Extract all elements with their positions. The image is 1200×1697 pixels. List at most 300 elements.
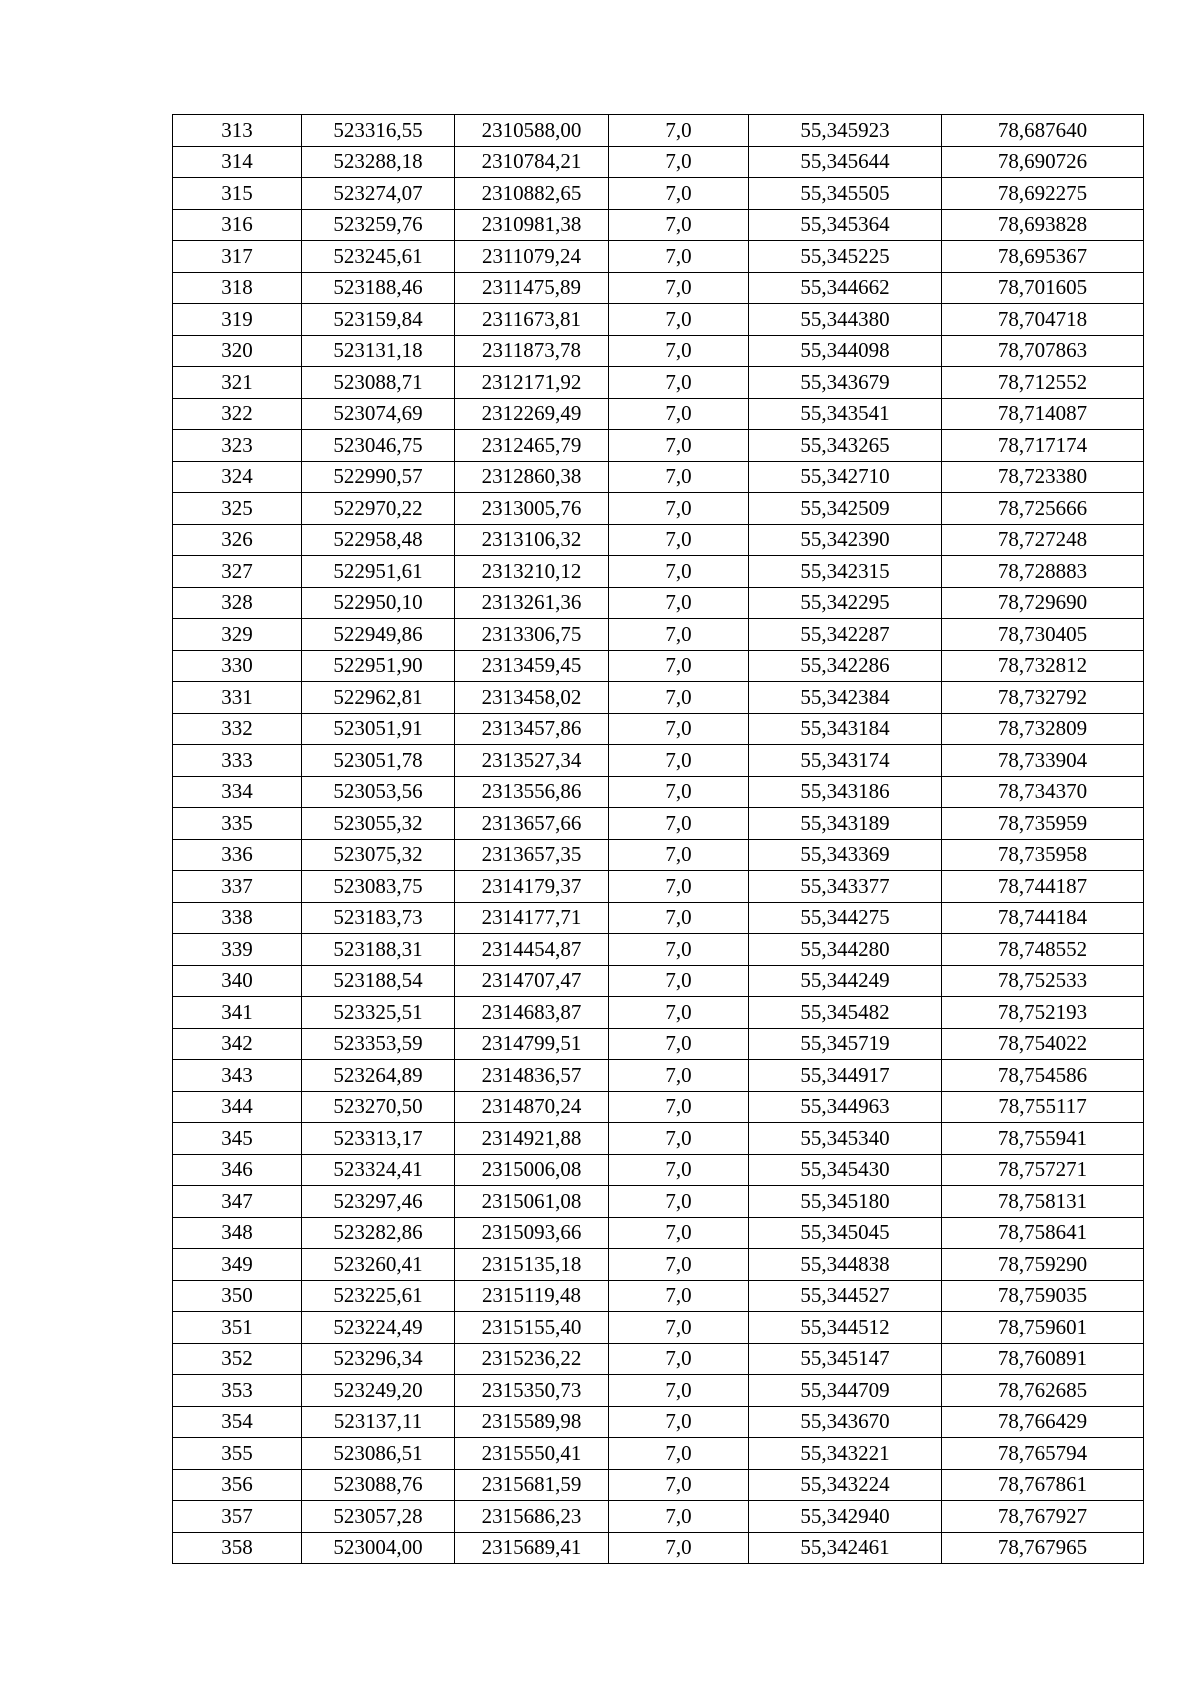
y-coordinate-cell: 2314836,57: [455, 1060, 609, 1092]
y-coordinate-cell: 2315686,23: [455, 1501, 609, 1533]
longitude-cell: 78,734370: [942, 776, 1144, 808]
x-coordinate-cell: 522949,86: [302, 619, 455, 651]
x-coordinate-cell: 523083,75: [302, 871, 455, 903]
point-number-cell: 331: [173, 682, 302, 714]
latitude-cell: 55,345430: [749, 1154, 942, 1186]
table-row: [173, 997, 1144, 1029]
point-number-cell: 316: [173, 209, 302, 241]
latitude-cell: 55,344838: [749, 1249, 942, 1281]
latitude-cell: 55,345340: [749, 1123, 942, 1155]
value-cell: 7,0: [609, 1532, 749, 1564]
y-coordinate-cell: 2313556,86: [455, 776, 609, 808]
x-coordinate-cell: 523188,46: [302, 272, 455, 304]
point-number-cell: 326: [173, 524, 302, 556]
point-number-cell: 352: [173, 1343, 302, 1375]
latitude-cell: 55,343265: [749, 430, 942, 462]
y-coordinate-cell: 2314177,71: [455, 902, 609, 934]
value-cell: 7,0: [609, 839, 749, 871]
x-coordinate-cell: 523296,34: [302, 1343, 455, 1375]
latitude-cell: 55,344380: [749, 304, 942, 336]
y-coordinate-cell: 2310588,00: [455, 115, 609, 147]
point-number-cell: 339: [173, 934, 302, 966]
table-row: [173, 1469, 1144, 1501]
longitude-cell: 78,752533: [942, 965, 1144, 997]
table-row: [173, 524, 1144, 556]
longitude-cell: 78,687640: [942, 115, 1144, 147]
point-number-cell: 353: [173, 1375, 302, 1407]
latitude-cell: 55,344512: [749, 1312, 942, 1344]
x-coordinate-cell: 523051,91: [302, 713, 455, 745]
coordinates-table-body: [173, 115, 1144, 1564]
point-number-cell: 340: [173, 965, 302, 997]
point-number-cell: 314: [173, 146, 302, 178]
value-cell: 7,0: [609, 965, 749, 997]
longitude-cell: 78,730405: [942, 619, 1144, 651]
x-coordinate-cell: 523131,18: [302, 335, 455, 367]
latitude-cell: 55,344275: [749, 902, 942, 934]
table-row: [173, 1154, 1144, 1186]
table-row: [173, 1123, 1144, 1155]
point-number-cell: 344: [173, 1091, 302, 1123]
point-number-cell: 349: [173, 1249, 302, 1281]
point-number-cell: 325: [173, 493, 302, 525]
x-coordinate-cell: 523046,75: [302, 430, 455, 462]
longitude-cell: 78,704718: [942, 304, 1144, 336]
table-row: [173, 1532, 1144, 1564]
longitude-cell: 78,757271: [942, 1154, 1144, 1186]
table-row: [173, 1217, 1144, 1249]
value-cell: 7,0: [609, 1217, 749, 1249]
table-row: [173, 1280, 1144, 1312]
x-coordinate-cell: 523259,76: [302, 209, 455, 241]
latitude-cell: 55,343184: [749, 713, 942, 745]
y-coordinate-cell: 2314454,87: [455, 934, 609, 966]
latitude-cell: 55,345225: [749, 241, 942, 273]
table-row: [173, 776, 1144, 808]
latitude-cell: 55,344527: [749, 1280, 942, 1312]
table-row: [173, 587, 1144, 619]
latitude-cell: 55,344963: [749, 1091, 942, 1123]
value-cell: 7,0: [609, 1406, 749, 1438]
x-coordinate-cell: 523270,50: [302, 1091, 455, 1123]
latitude-cell: 55,343174: [749, 745, 942, 777]
longitude-cell: 78,758131: [942, 1186, 1144, 1218]
longitude-cell: 78,744187: [942, 871, 1144, 903]
longitude-cell: 78,701605: [942, 272, 1144, 304]
y-coordinate-cell: 2313005,76: [455, 493, 609, 525]
longitude-cell: 78,729690: [942, 587, 1144, 619]
point-number-cell: 348: [173, 1217, 302, 1249]
latitude-cell: 55,344249: [749, 965, 942, 997]
coordinates-table: [172, 114, 1144, 1564]
longitude-cell: 78,754022: [942, 1028, 1144, 1060]
y-coordinate-cell: 2315681,59: [455, 1469, 609, 1501]
point-number-cell: 336: [173, 839, 302, 871]
table-row: [173, 1438, 1144, 1470]
y-coordinate-cell: 2311873,78: [455, 335, 609, 367]
table-row: [173, 556, 1144, 588]
value-cell: 7,0: [609, 115, 749, 147]
x-coordinate-cell: 523086,51: [302, 1438, 455, 1470]
point-number-cell: 347: [173, 1186, 302, 1218]
longitude-cell: 78,695367: [942, 241, 1144, 273]
table-row: [173, 1091, 1144, 1123]
x-coordinate-cell: 523224,49: [302, 1312, 455, 1344]
table-row: [173, 650, 1144, 682]
latitude-cell: 55,343369: [749, 839, 942, 871]
y-coordinate-cell: 2315689,41: [455, 1532, 609, 1564]
value-cell: 7,0: [609, 1343, 749, 1375]
longitude-cell: 78,755941: [942, 1123, 1144, 1155]
point-number-cell: 334: [173, 776, 302, 808]
longitude-cell: 78,767927: [942, 1501, 1144, 1533]
x-coordinate-cell: 523057,28: [302, 1501, 455, 1533]
table-row: [173, 146, 1144, 178]
table-row: [173, 367, 1144, 399]
x-coordinate-cell: 523159,84: [302, 304, 455, 336]
point-number-cell: 355: [173, 1438, 302, 1470]
y-coordinate-cell: 2311079,24: [455, 241, 609, 273]
latitude-cell: 55,345147: [749, 1343, 942, 1375]
table-row: [173, 1375, 1144, 1407]
value-cell: 7,0: [609, 1501, 749, 1533]
point-number-cell: 318: [173, 272, 302, 304]
longitude-cell: 78,727248: [942, 524, 1144, 556]
value-cell: 7,0: [609, 1091, 749, 1123]
point-number-cell: 341: [173, 997, 302, 1029]
point-number-cell: 346: [173, 1154, 302, 1186]
longitude-cell: 78,767861: [942, 1469, 1144, 1501]
longitude-cell: 78,759290: [942, 1249, 1144, 1281]
table-row: [173, 178, 1144, 210]
x-coordinate-cell: 523075,32: [302, 839, 455, 871]
latitude-cell: 55,345644: [749, 146, 942, 178]
x-coordinate-cell: 523051,78: [302, 745, 455, 777]
value-cell: 7,0: [609, 871, 749, 903]
latitude-cell: 55,342286: [749, 650, 942, 682]
longitude-cell: 78,759035: [942, 1280, 1144, 1312]
point-number-cell: 333: [173, 745, 302, 777]
y-coordinate-cell: 2310981,38: [455, 209, 609, 241]
x-coordinate-cell: 523264,89: [302, 1060, 455, 1092]
value-cell: 7,0: [609, 178, 749, 210]
x-coordinate-cell: 523260,41: [302, 1249, 455, 1281]
table-row: [173, 1060, 1144, 1092]
y-coordinate-cell: 2314799,51: [455, 1028, 609, 1060]
longitude-cell: 78,690726: [942, 146, 1144, 178]
latitude-cell: 55,343224: [749, 1469, 942, 1501]
table-row: [173, 839, 1144, 871]
latitude-cell: 55,343377: [749, 871, 942, 903]
y-coordinate-cell: 2314179,37: [455, 871, 609, 903]
latitude-cell: 55,344280: [749, 934, 942, 966]
value-cell: 7,0: [609, 619, 749, 651]
x-coordinate-cell: 523188,31: [302, 934, 455, 966]
latitude-cell: 55,342315: [749, 556, 942, 588]
table-row: [173, 461, 1144, 493]
point-number-cell: 343: [173, 1060, 302, 1092]
longitude-cell: 78,707863: [942, 335, 1144, 367]
value-cell: 7,0: [609, 745, 749, 777]
x-coordinate-cell: 523316,55: [302, 115, 455, 147]
y-coordinate-cell: 2315236,22: [455, 1343, 609, 1375]
x-coordinate-cell: 522962,81: [302, 682, 455, 714]
value-cell: 7,0: [609, 272, 749, 304]
x-coordinate-cell: 523225,61: [302, 1280, 455, 1312]
x-coordinate-cell: 522990,57: [302, 461, 455, 493]
value-cell: 7,0: [609, 1438, 749, 1470]
table-row: [173, 1249, 1144, 1281]
longitude-cell: 78,752193: [942, 997, 1144, 1029]
y-coordinate-cell: 2315155,40: [455, 1312, 609, 1344]
table-row: [173, 1186, 1144, 1218]
value-cell: 7,0: [609, 1375, 749, 1407]
y-coordinate-cell: 2313657,66: [455, 808, 609, 840]
value-cell: 7,0: [609, 1280, 749, 1312]
value-cell: 7,0: [609, 209, 749, 241]
point-number-cell: 323: [173, 430, 302, 462]
latitude-cell: 55,343186: [749, 776, 942, 808]
x-coordinate-cell: 523324,41: [302, 1154, 455, 1186]
latitude-cell: 55,342287: [749, 619, 942, 651]
longitude-cell: 78,728883: [942, 556, 1144, 588]
x-coordinate-cell: 523313,17: [302, 1123, 455, 1155]
table-row: [173, 209, 1144, 241]
point-number-cell: 351: [173, 1312, 302, 1344]
table-row: [173, 902, 1144, 934]
value-cell: 7,0: [609, 430, 749, 462]
longitude-cell: 78,760891: [942, 1343, 1144, 1375]
latitude-cell: 55,342390: [749, 524, 942, 556]
longitude-cell: 78,759601: [942, 1312, 1144, 1344]
point-number-cell: 332: [173, 713, 302, 745]
longitude-cell: 78,732809: [942, 713, 1144, 745]
value-cell: 7,0: [609, 713, 749, 745]
latitude-cell: 55,342710: [749, 461, 942, 493]
x-coordinate-cell: 523188,54: [302, 965, 455, 997]
value-cell: 7,0: [609, 934, 749, 966]
x-coordinate-cell: 523325,51: [302, 997, 455, 1029]
value-cell: 7,0: [609, 902, 749, 934]
table-row: [173, 871, 1144, 903]
x-coordinate-cell: 523055,32: [302, 808, 455, 840]
latitude-cell: 55,345045: [749, 1217, 942, 1249]
point-number-cell: 315: [173, 178, 302, 210]
point-number-cell: 337: [173, 871, 302, 903]
latitude-cell: 55,345180: [749, 1186, 942, 1218]
y-coordinate-cell: 2313261,36: [455, 587, 609, 619]
table-row: [173, 745, 1144, 777]
y-coordinate-cell: 2313657,35: [455, 839, 609, 871]
value-cell: 7,0: [609, 367, 749, 399]
y-coordinate-cell: 2315119,48: [455, 1280, 609, 1312]
value-cell: 7,0: [609, 524, 749, 556]
y-coordinate-cell: 2314707,47: [455, 965, 609, 997]
table-row: [173, 934, 1144, 966]
x-coordinate-cell: 523183,73: [302, 902, 455, 934]
latitude-cell: 55,343221: [749, 1438, 942, 1470]
y-coordinate-cell: 2312269,49: [455, 398, 609, 430]
point-number-cell: 357: [173, 1501, 302, 1533]
latitude-cell: 55,345364: [749, 209, 942, 241]
value-cell: 7,0: [609, 304, 749, 336]
latitude-cell: 55,345719: [749, 1028, 942, 1060]
longitude-cell: 78,717174: [942, 430, 1144, 462]
y-coordinate-cell: 2312860,38: [455, 461, 609, 493]
value-cell: 7,0: [609, 650, 749, 682]
longitude-cell: 78,758641: [942, 1217, 1144, 1249]
x-coordinate-cell: 523088,71: [302, 367, 455, 399]
longitude-cell: 78,732792: [942, 682, 1144, 714]
longitude-cell: 78,744184: [942, 902, 1144, 934]
point-number-cell: 338: [173, 902, 302, 934]
point-number-cell: 354: [173, 1406, 302, 1438]
table-row: [173, 1312, 1144, 1344]
point-number-cell: 330: [173, 650, 302, 682]
table-row: [173, 682, 1144, 714]
longitude-cell: 78,762685: [942, 1375, 1144, 1407]
y-coordinate-cell: 2315061,08: [455, 1186, 609, 1218]
point-number-cell: 328: [173, 587, 302, 619]
y-coordinate-cell: 2313106,32: [455, 524, 609, 556]
value-cell: 7,0: [609, 493, 749, 525]
point-number-cell: 342: [173, 1028, 302, 1060]
table-row: [173, 1343, 1144, 1375]
point-number-cell: 327: [173, 556, 302, 588]
longitude-cell: 78,692275: [942, 178, 1144, 210]
x-coordinate-cell: 523137,11: [302, 1406, 455, 1438]
point-number-cell: 321: [173, 367, 302, 399]
latitude-cell: 55,343679: [749, 367, 942, 399]
point-number-cell: 358: [173, 1532, 302, 1564]
value-cell: 7,0: [609, 335, 749, 367]
longitude-cell: 78,755117: [942, 1091, 1144, 1123]
point-number-cell: 350: [173, 1280, 302, 1312]
longitude-cell: 78,733904: [942, 745, 1144, 777]
table-row: [173, 1501, 1144, 1533]
value-cell: 7,0: [609, 1469, 749, 1501]
point-number-cell: 313: [173, 115, 302, 147]
value-cell: 7,0: [609, 461, 749, 493]
latitude-cell: 55,344709: [749, 1375, 942, 1407]
table-row: [173, 430, 1144, 462]
latitude-cell: 55,345505: [749, 178, 942, 210]
table-row: [173, 241, 1144, 273]
latitude-cell: 55,343541: [749, 398, 942, 430]
y-coordinate-cell: 2313458,02: [455, 682, 609, 714]
value-cell: 7,0: [609, 1312, 749, 1344]
x-coordinate-cell: 522950,10: [302, 587, 455, 619]
x-coordinate-cell: 522951,90: [302, 650, 455, 682]
y-coordinate-cell: 2313306,75: [455, 619, 609, 651]
table-row: [173, 304, 1144, 336]
x-coordinate-cell: 523297,46: [302, 1186, 455, 1218]
longitude-cell: 78,735959: [942, 808, 1144, 840]
x-coordinate-cell: 522951,61: [302, 556, 455, 588]
latitude-cell: 55,342509: [749, 493, 942, 525]
latitude-cell: 55,342461: [749, 1532, 942, 1564]
value-cell: 7,0: [609, 776, 749, 808]
longitude-cell: 78,767965: [942, 1532, 1144, 1564]
point-number-cell: 317: [173, 241, 302, 273]
value-cell: 7,0: [609, 556, 749, 588]
table-row: [173, 713, 1144, 745]
value-cell: 7,0: [609, 1186, 749, 1218]
longitude-cell: 78,714087: [942, 398, 1144, 430]
y-coordinate-cell: 2315589,98: [455, 1406, 609, 1438]
x-coordinate-cell: 523288,18: [302, 146, 455, 178]
x-coordinate-cell: 523053,56: [302, 776, 455, 808]
value-cell: 7,0: [609, 587, 749, 619]
latitude-cell: 55,342940: [749, 1501, 942, 1533]
latitude-cell: 55,345482: [749, 997, 942, 1029]
table-row: [173, 1406, 1144, 1438]
value-cell: 7,0: [609, 146, 749, 178]
latitude-cell: 55,343189: [749, 808, 942, 840]
y-coordinate-cell: 2312465,79: [455, 430, 609, 462]
y-coordinate-cell: 2310882,65: [455, 178, 609, 210]
value-cell: 7,0: [609, 682, 749, 714]
x-coordinate-cell: 522970,22: [302, 493, 455, 525]
x-coordinate-cell: 522958,48: [302, 524, 455, 556]
table-row: [173, 965, 1144, 997]
table-row: [173, 808, 1144, 840]
latitude-cell: 55,342295: [749, 587, 942, 619]
longitude-cell: 78,723380: [942, 461, 1144, 493]
point-number-cell: 335: [173, 808, 302, 840]
point-number-cell: 322: [173, 398, 302, 430]
table-row: [173, 335, 1144, 367]
y-coordinate-cell: 2314921,88: [455, 1123, 609, 1155]
longitude-cell: 78,765794: [942, 1438, 1144, 1470]
value-cell: 7,0: [609, 1154, 749, 1186]
latitude-cell: 55,344662: [749, 272, 942, 304]
x-coordinate-cell: 523245,61: [302, 241, 455, 273]
y-coordinate-cell: 2315550,41: [455, 1438, 609, 1470]
x-coordinate-cell: 523004,00: [302, 1532, 455, 1564]
latitude-cell: 55,345923: [749, 115, 942, 147]
y-coordinate-cell: 2311475,89: [455, 272, 609, 304]
point-number-cell: 345: [173, 1123, 302, 1155]
y-coordinate-cell: 2315093,66: [455, 1217, 609, 1249]
y-coordinate-cell: 2310784,21: [455, 146, 609, 178]
y-coordinate-cell: 2313459,45: [455, 650, 609, 682]
x-coordinate-cell: 523282,86: [302, 1217, 455, 1249]
table-row: [173, 493, 1144, 525]
y-coordinate-cell: 2311673,81: [455, 304, 609, 336]
latitude-cell: 55,342384: [749, 682, 942, 714]
value-cell: 7,0: [609, 808, 749, 840]
value-cell: 7,0: [609, 1028, 749, 1060]
point-number-cell: 320: [173, 335, 302, 367]
longitude-cell: 78,735958: [942, 839, 1144, 871]
longitude-cell: 78,732812: [942, 650, 1144, 682]
point-number-cell: 356: [173, 1469, 302, 1501]
latitude-cell: 55,343670: [749, 1406, 942, 1438]
x-coordinate-cell: 523353,59: [302, 1028, 455, 1060]
point-number-cell: 319: [173, 304, 302, 336]
value-cell: 7,0: [609, 241, 749, 273]
y-coordinate-cell: 2312171,92: [455, 367, 609, 399]
y-coordinate-cell: 2314683,87: [455, 997, 609, 1029]
value-cell: 7,0: [609, 1123, 749, 1155]
table-row: [173, 1028, 1144, 1060]
latitude-cell: 55,344917: [749, 1060, 942, 1092]
x-coordinate-cell: 523088,76: [302, 1469, 455, 1501]
x-coordinate-cell: 523249,20: [302, 1375, 455, 1407]
x-coordinate-cell: 523074,69: [302, 398, 455, 430]
longitude-cell: 78,693828: [942, 209, 1144, 241]
